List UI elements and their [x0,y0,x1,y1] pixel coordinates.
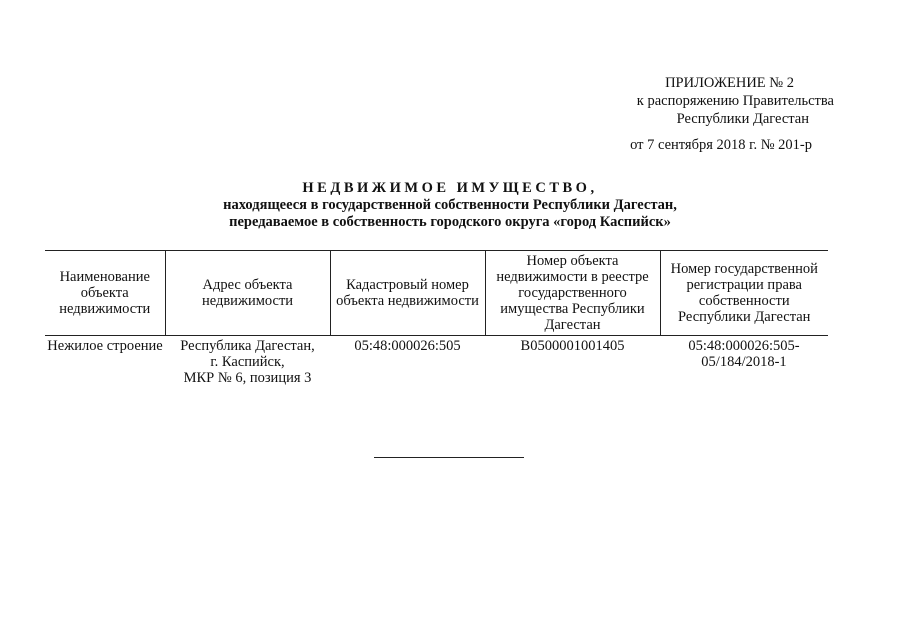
appendix-heading [600,74,836,154]
appendix-date: от 7 сентября 2018 г. № 201-р [630,137,812,153]
title-subline-1: находящееся в государственной собственности Республики Дагестан, [223,197,677,213]
header-address: Адрес объекта недвижимости [165,251,330,336]
cell-object-name: Нежилое строение [47,338,163,354]
appendix-number: ПРИЛОЖЕНИЕ № 2 [665,75,794,91]
header-registration-number: Номер государственной регистрации права собственности Республики Дагестан [660,251,828,336]
cell-cadastral-number: 05:48:000026:505 [354,338,461,354]
closing-rule [374,457,524,458]
title-subline-2: передаваемое в собственность городского округа «город Каспийск» [229,214,671,230]
address-line-3: МКР № 6, позиция 3 [183,370,312,386]
cell-registration-number: 05:48:000026:505-05/184/2018-1 [688,338,800,370]
header-object-name: Наименование объекта недвижимости [45,251,165,336]
table-header-row [45,251,828,336]
property-table [45,250,828,388]
header-registry-number: Номер объекта недвижимости в реестре государственного имущества Республики Дагестан [485,251,660,336]
table-row [45,336,828,389]
appendix-to-order: к распоряжению Правительства [636,93,834,109]
header-cadastral-number: Кадастровый номер объекта недвижимости [330,251,485,336]
title-main: НЕДВИЖИМОЕ ИМУЩЕСТВО, [302,180,598,196]
appendix-republic: Республики Дагестан [676,111,809,127]
property-table-wrapper [45,250,828,388]
document-title [150,180,750,231]
address-line-1: Республика Дагестан, [180,338,315,354]
cell-address [165,336,330,389]
cell-registry-number: В0500001001405 [520,338,625,354]
address-line-2: г. Каспийск, [210,354,285,370]
